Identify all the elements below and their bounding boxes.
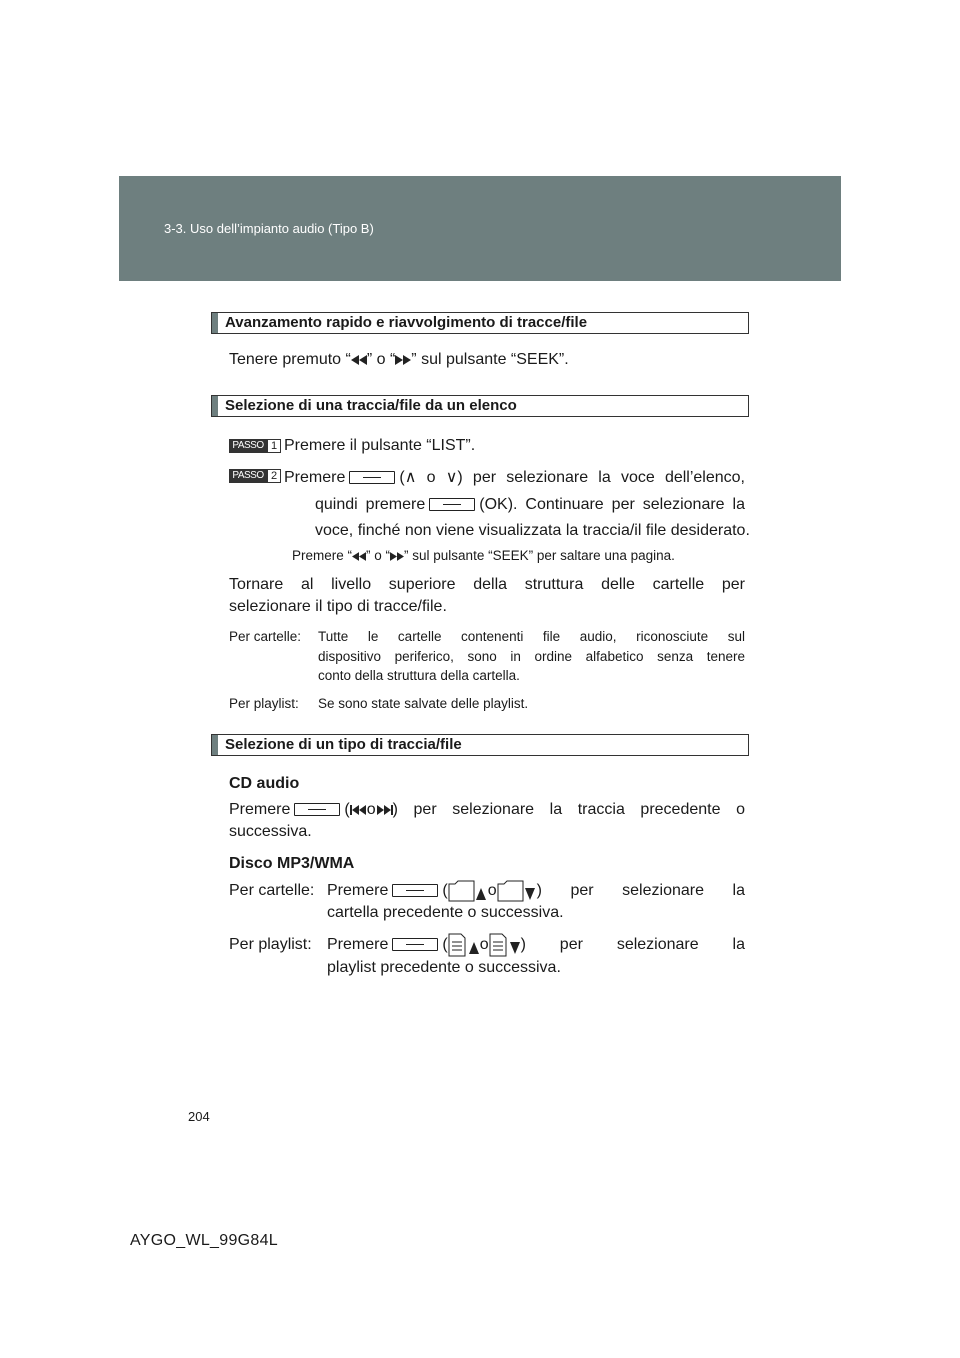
step-1-text: Premere il pulsante “LIST”. xyxy=(284,437,476,454)
playlists-text: Se sono state salvate delle playlist. xyxy=(318,696,529,711)
heading-select-from-list: Selezione di una traccia/file da un elenco xyxy=(211,395,749,417)
folder-down-icon xyxy=(497,880,537,902)
return-text-line-1: Tornare al livello superiore della struttura delle cartelle per xyxy=(229,576,745,593)
cd-audio-line-1: Premere ( o ) per selezionare la traccia precedente o xyxy=(229,801,745,818)
playlist-down-icon xyxy=(489,933,521,957)
cd-audio-title: CD audio xyxy=(229,775,300,792)
mp3-playlist-line-2: playlist precedente o successiva. xyxy=(327,959,561,976)
mp3-folder-line-1: Premere ( o ) per selezionare la xyxy=(327,878,745,904)
fast-forward-icon xyxy=(390,552,404,561)
page-skip-note: Premere “ ” o “ ” sul pulsante “SEEK” per saltare una pagina. xyxy=(292,548,675,563)
preset-button-icon xyxy=(392,938,438,951)
heading-select-type: Selezione di un tipo di traccia/file xyxy=(211,734,749,756)
ok-button-icon xyxy=(429,498,475,511)
step-2-badge: PASSO 2 xyxy=(229,469,281,483)
playlists-label: Per playlist: xyxy=(229,696,299,711)
mp3-playlist-label: Per playlist: xyxy=(229,936,312,953)
rewind-icon xyxy=(351,355,367,365)
step-2-line-3: voce, finché non viene visualizzata la traccia/il file desiderato. xyxy=(315,522,750,539)
folders-label: Per cartelle: xyxy=(229,629,302,644)
tune-button-icon xyxy=(349,471,395,484)
next-track-icon xyxy=(376,805,393,815)
preset-button-icon xyxy=(392,884,438,897)
mp3-title: Disco MP3/WMA xyxy=(229,855,355,872)
step-2-line-2: quindi premere (OK). Continuare per selezionare la xyxy=(315,496,745,513)
folders-line-1: Tutte le cartelle contenenti file audio, riconosciute sul xyxy=(318,629,745,644)
section-title: 3-3. Uso dell’impianto audio (Tipo B) xyxy=(164,221,374,236)
mp3-playlist-line-1: Premere ( o ) per selezionare la xyxy=(327,932,745,958)
return-text-line-2: selezionare il tipo di tracce/file. xyxy=(229,598,447,615)
folder-up-icon xyxy=(448,880,488,902)
previous-track-icon xyxy=(350,805,367,815)
playlist-up-icon xyxy=(448,933,480,957)
chapter-header xyxy=(119,176,841,281)
heading-fast-forward: Avanzamento rapido e riavvolgimento di tracce/file xyxy=(211,312,749,334)
document-code: AYGO_WL_99G84L xyxy=(130,1232,278,1249)
fast-forward-text: Tenere premuto “ ” o “ ” sul pulsante “SEEK”. xyxy=(229,351,569,368)
page-number: 204 xyxy=(188,1109,210,1124)
rewind-icon xyxy=(352,552,366,561)
folders-line-3: conto della struttura della cartella. xyxy=(318,668,520,683)
step-1-badge: PASSO 1 xyxy=(229,439,281,453)
seek-button-icon xyxy=(294,803,340,816)
folders-line-2: dispositivo periferico, sono in ordine alfabetico senza tenere xyxy=(318,649,745,664)
step-2-line-1: Premere (∧ o ∨) per selezionare la voce dell’elenco, xyxy=(284,469,745,486)
cd-audio-line-2: successiva. xyxy=(229,823,312,840)
fast-forward-icon xyxy=(395,355,411,365)
mp3-folder-line-2: cartella precedente o successiva. xyxy=(327,904,564,921)
mp3-folder-label: Per cartelle: xyxy=(229,882,315,899)
